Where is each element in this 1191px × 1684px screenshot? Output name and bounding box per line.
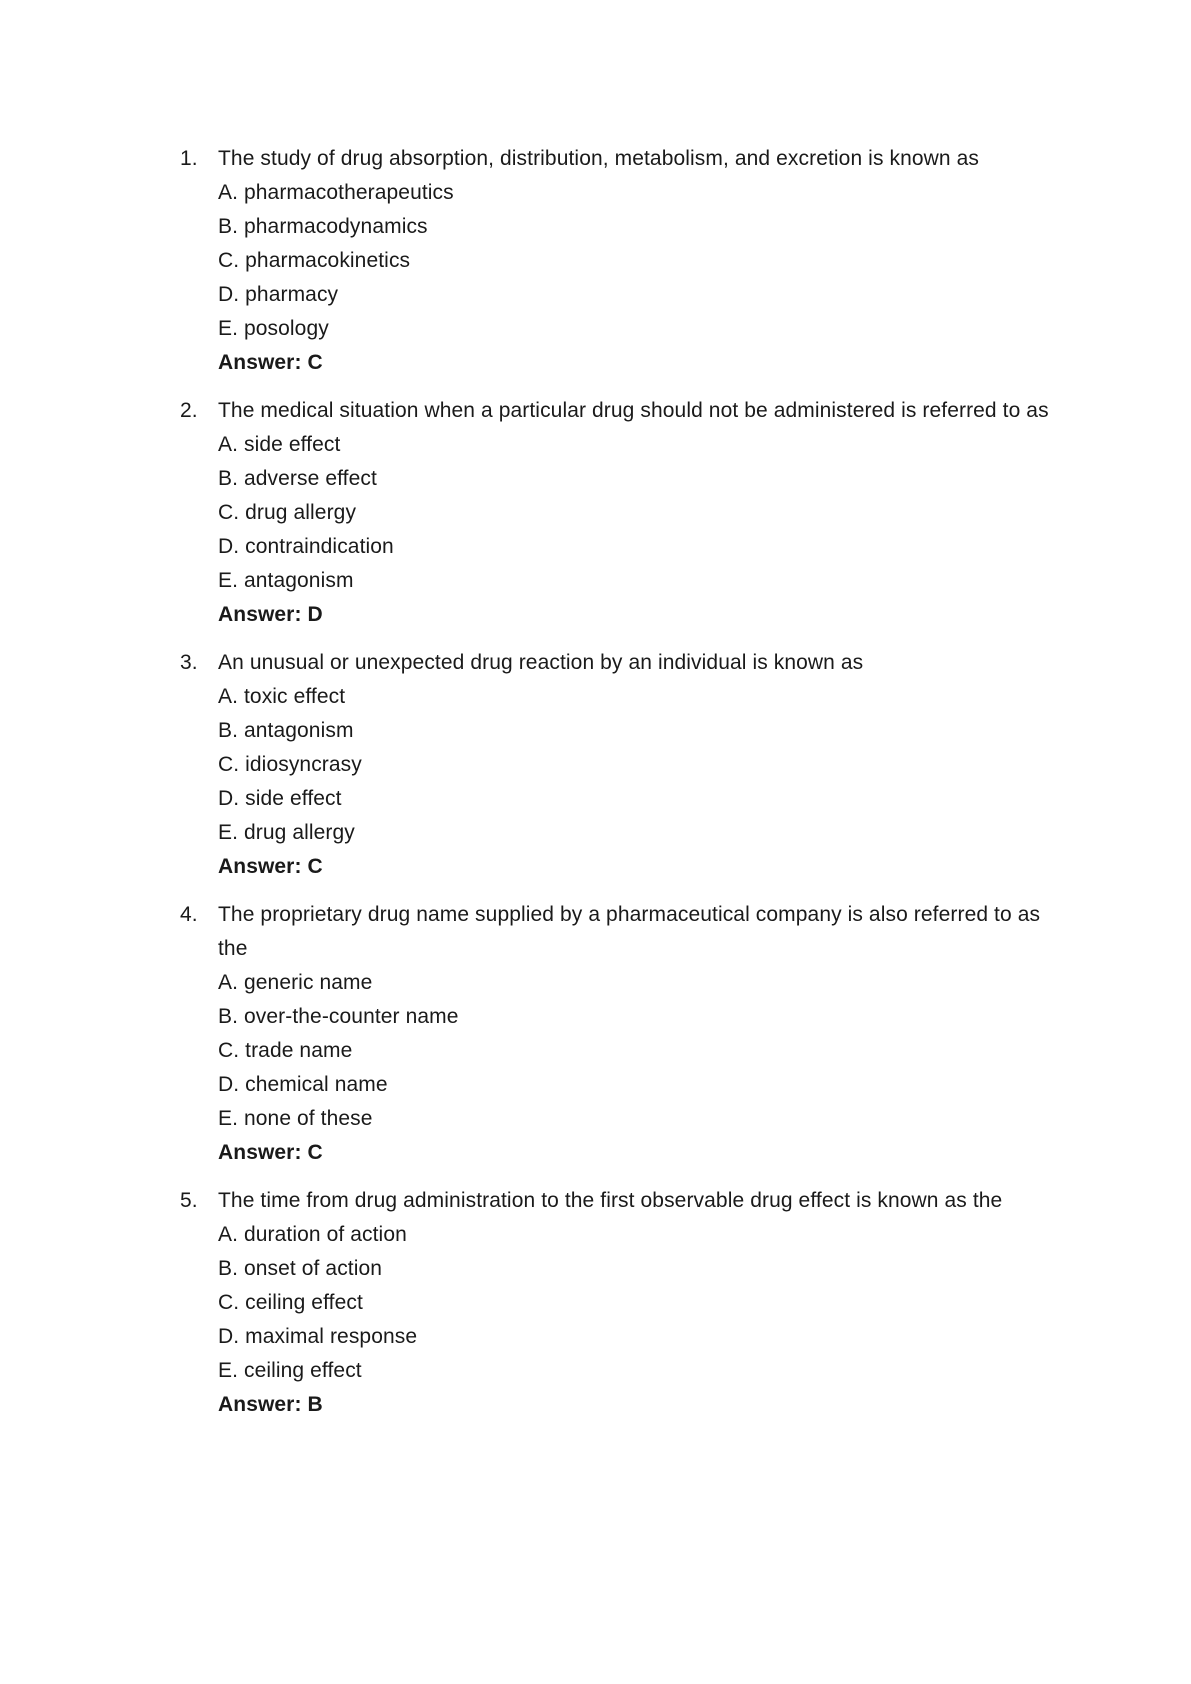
answer-label: Answer: C [218, 351, 323, 374]
question-number: 4. [180, 903, 198, 926]
question-number: 5. [180, 1189, 198, 1212]
question-number: 3. [180, 651, 198, 674]
option-e: E. posology [218, 317, 329, 340]
option-c: C. pharmacokinetics [218, 249, 411, 272]
answer-label: Answer: C [218, 855, 323, 878]
option-e: E. none of these [218, 1107, 373, 1130]
option-d: D. contraindication [218, 535, 394, 558]
option-a: A. side effect [218, 433, 341, 456]
question-number: 1. [180, 147, 198, 170]
option-a: A. toxic effect [218, 685, 346, 708]
option-e: E. ceiling effect [218, 1359, 362, 1382]
question-text: The proprietary drug name supplied by a pharmaceutical company is also referred to as the [218, 903, 1041, 960]
question-item [180, 1184, 1060, 1422]
option-a: A. generic name [218, 971, 373, 994]
option-d: D. pharmacy [218, 283, 339, 306]
question-text: An unusual or unexpected drug reaction by an individual is known as [218, 651, 864, 674]
question-text: The medical situation when a particular drug should not be administered is referred to as [218, 399, 1049, 422]
option-c: C. ceiling effect [218, 1291, 363, 1314]
option-d: D. chemical name [218, 1073, 388, 1096]
question-item [180, 898, 1060, 1170]
question-item [180, 142, 1060, 380]
question-list [180, 142, 1060, 1436]
option-a: A. duration of action [218, 1223, 407, 1246]
answer-label: Answer: D [218, 603, 323, 626]
option-b: B. antagonism [218, 719, 354, 742]
option-c: C. trade name [218, 1039, 353, 1062]
option-c: C. idiosyncrasy [218, 753, 362, 776]
option-c: C. drug allergy [218, 501, 357, 524]
option-d: D. maximal response [218, 1325, 418, 1348]
option-b: B. pharmacodynamics [218, 215, 428, 238]
question-number: 2. [180, 399, 198, 422]
option-e: E. antagonism [218, 569, 354, 592]
answer-label: Answer: B [218, 1393, 323, 1416]
option-d: D. side effect [218, 787, 342, 810]
question-item [180, 646, 1060, 884]
option-a: A. pharmacotherapeutics [218, 181, 454, 204]
option-b: B. over-the-counter name [218, 1005, 459, 1028]
option-b: B. adverse effect [218, 467, 377, 490]
answer-label: Answer: C [218, 1141, 323, 1164]
question-text: The study of drug absorption, distribution, metabolism, and excretion is known as [218, 147, 979, 170]
option-b: B. onset of action [218, 1257, 383, 1280]
question-text: The time from drug administration to the first observable drug effect is known as the [218, 1189, 1003, 1212]
option-e: E. drug allergy [218, 821, 355, 844]
question-item [180, 394, 1060, 632]
